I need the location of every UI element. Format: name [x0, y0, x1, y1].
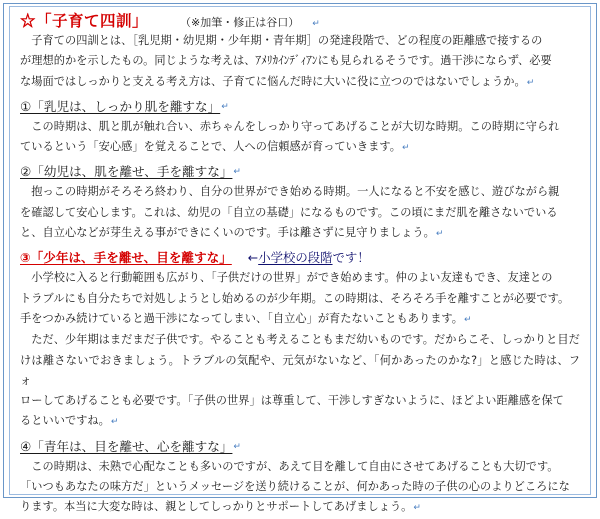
body-line: この時期は、未熟で心配なことも多いのですが、あえて目を離して自由にさせてあげることも大切です。	[31, 459, 559, 473]
document-frame	[3, 3, 597, 514]
body-line: るといいですね。↵	[20, 414, 119, 428]
body-line: トラブルにも自分たちで対処しようとし始めるのが少年期。この時期は、そろそろ手を離すことが必要です。	[20, 291, 570, 305]
body-line: 抱っこの時期がそろそろ終わり、自分の世界ができ始める時期。一人になると不安を感じ、遊びながら親	[31, 185, 560, 199]
editor-note: （※加筆・修正は谷口）	[180, 16, 300, 29]
body-line: ているという「安心感」を覚えることで、人への信頼感が育っていきます。↵	[20, 140, 410, 154]
section-heading-infant: ①「乳児は、しっかり肌を離すな」 ↵	[20, 97, 580, 117]
intro-line: が理想的かを示したもの。同じような考えは、ｱﾒﾘｶｲﾝﾃﾞｨｱﾝにも見られるそうです。過干渉にならず、必要	[20, 54, 552, 68]
title-row	[20, 9, 580, 31]
section-body-youth	[20, 457, 580, 519]
body-line: 手をつかみ続けていると過干渉になってしまい、「自立心」が育たないこともあります。↵	[20, 311, 472, 325]
intro-line: 子育ての四訓とは、［乳児期・幼児期・少年期・青年期］の発達段階で、どの程度の距離感で接するの	[31, 34, 543, 47]
body-line: この時期は、肌と肌が触れ合い、赤ちゃんをしっかり守ってあげることが大切な時期。この時期に守られ	[31, 119, 560, 133]
body-line: ローしてあげることも必要です。「子供の世界」は尊重して、干渉しすぎないように、ほどよい距離感を保て	[20, 394, 564, 408]
paragraph-mark-icon: ↵	[413, 503, 422, 514]
paragraph-mark-icon: ↵	[221, 101, 229, 112]
section-heading-toddler: ②「幼児は、肌を離せ、手を離すな」 ↵	[20, 162, 580, 182]
paragraph-mark-icon: ↵	[464, 314, 472, 325]
paragraph-mark-icon: ↵	[110, 417, 119, 428]
paragraph-mark-icon: ↵	[526, 77, 535, 88]
left-arrow-icon: ←	[247, 250, 259, 266]
body-line: 「いつもあなたの味方だ」というメッセージを送り続けることが、何かあった時の子供の心のよりどころにな	[20, 480, 570, 494]
body-line: 小学校に入ると行動範囲も広がり、「子供だけの世界」ができ始めます。仲のよい友達もでき、友達との	[31, 271, 553, 285]
paragraph-mark-icon: ↵	[435, 229, 444, 240]
paragraph-mark-icon: ↵	[233, 167, 241, 178]
intro-line: な場面ではしっかりと支える考え方は、子育てに悩んだ時に大いに役に立つのではないでしょうか。↵	[20, 74, 535, 88]
paragraph-mark-icon: ↵	[233, 441, 241, 452]
body-line: けは離さないでおきましょう。トラブルの気配や、元気がないなど、「何かあったのかな?」と感じた時は、フォ	[20, 353, 580, 387]
section-body-child	[20, 268, 580, 432]
section-body-toddler	[20, 182, 580, 244]
body-line: を確認して安心します。これは、幼児の「自立の基礎」になるものです。この頃にまだ肌を離さないでいる	[20, 205, 558, 219]
body-line: ります。本当に大変な時は、親としてしっかりとサポートしてあげましょう。↵	[20, 500, 422, 514]
body-line: と、自立心などが芽生える事ができにくいのです。手は離さずに見守りましょう。↵	[20, 226, 444, 240]
section-heading-child: ③「少年は、手を離せ、目を離すな」 ←小学校の段階です！	[20, 248, 580, 268]
intro-paragraph	[20, 31, 580, 93]
section-heading-youth: ④「青年は、目を離せ、心を離すな」 ↵	[20, 437, 580, 457]
paragraph-mark-icon: ↵	[312, 19, 320, 29]
document-body	[9, 6, 591, 514]
section-body-infant	[20, 117, 580, 159]
document-title: ☆「子育て四訓」	[20, 11, 149, 30]
elementary-school-note: ←小学校の段階です！	[247, 250, 370, 266]
paragraph-mark-icon: ↵	[401, 143, 410, 154]
body-line: ただ、少年期はまだまだ子供です。やることも考えることもまだ幼いものです。だからこそ、しっかりと目だ	[31, 333, 580, 347]
